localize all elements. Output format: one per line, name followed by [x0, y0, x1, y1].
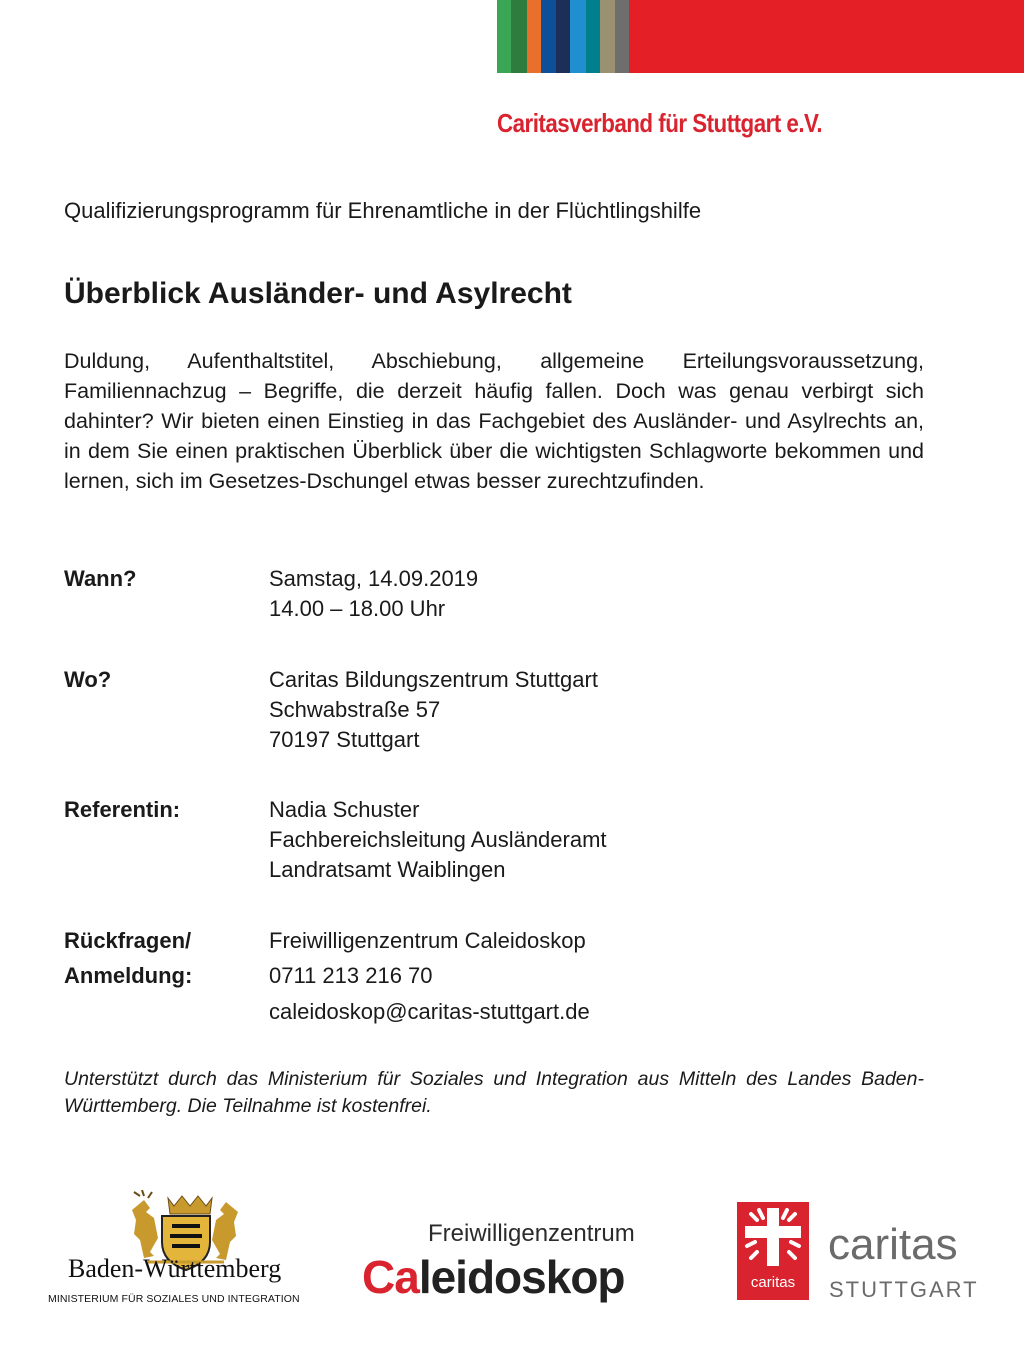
stripe	[586, 0, 600, 73]
caritas-wordmark: caritas	[828, 1220, 958, 1269]
stripe	[527, 0, 541, 73]
where-label: Wo?	[64, 667, 112, 692]
stripe	[541, 0, 556, 73]
where-city: 70197 Stuttgart	[269, 727, 420, 752]
header-color-stripes	[497, 0, 1024, 73]
contact-email[interactable]: caleidoskop@caritas-stuttgart.de	[269, 999, 590, 1024]
stripe	[629, 0, 1024, 73]
description: Duldung, Aufenthaltstitel, Abschiebung, allgemeine Erteilungsvoraussetzung, Familiennachzug – Begriffe, die derzeit häufig fallen. Doch was genau verbirgt sich dahinter? Wir bieten einen Einstieg in das Fachgebiet des Ausländer- und Asylrechts an, in dem Sie einen praktischen Überblick über die wichtigsten Schlagworte bekommen und lernen, sich im Gesetzes-Dschungel etwas besser zurechtzufinden.	[64, 349, 924, 493]
stripe	[570, 0, 586, 73]
stripe	[600, 0, 615, 73]
flame-cross-icon	[737, 1202, 809, 1272]
speaker-label: Referentin:	[64, 797, 181, 822]
program-subtitle: Qualifizierungsprogramm für Ehrenamtliche in der Flüchtlingshilfe	[64, 198, 702, 223]
speaker-org: Landratsamt Waiblingen	[269, 857, 506, 882]
speaker-role: Fachbereichsleitung Ausländeramt	[269, 827, 607, 852]
caritas-city: STUTTGART	[829, 1277, 979, 1302]
where-venue: Caritas Bildungszentrum Stuttgart	[269, 667, 598, 692]
stripe	[615, 0, 629, 73]
when-time: 14.00 – 18.00 Uhr	[269, 596, 446, 621]
page-title: Überblick Ausländer- und Asylrecht	[64, 277, 572, 310]
org-name: Caritasverband für Stuttgart e.V.	[497, 108, 823, 138]
speaker-name: Nadia Schuster	[269, 797, 420, 822]
contact-label-registration: Anmeldung:	[64, 963, 193, 988]
caritas-box-label: caritas	[750, 1274, 796, 1291]
when-label: Wann?	[64, 566, 137, 591]
support-note: Unterstützt durch das Ministerium für Soziales und Integration aus Mitteln des Landes Baden-Württemberg. Die Teilnahme ist kostenfrei.	[64, 1068, 924, 1117]
contact-label-questions: Rückfragen/	[64, 928, 192, 953]
stripe	[511, 0, 527, 73]
contact-phone[interactable]: 0711 213 216 70	[269, 963, 433, 988]
contact-org: Freiwilligenzentrum Caleidoskop	[269, 928, 586, 953]
fz-top-label: Freiwilligenzentrum	[428, 1220, 635, 1247]
where-street: Schwabstraße 57	[269, 697, 441, 722]
stripe	[556, 0, 570, 73]
bw-ministry: MINISTERIUM FÜR SOZIALES UND INTEGRATION	[48, 1293, 300, 1305]
fz-logo-text	[362, 1250, 625, 1304]
when-date: Samstag, 14.09.2019	[269, 566, 479, 591]
coat-of-arms-icon	[48, 1190, 338, 1310]
bw-name: Baden-Württemberg	[68, 1254, 282, 1283]
fz-logo-red-part: Ca	[362, 1251, 419, 1303]
fz-logo-rest: leidoskop	[418, 1251, 625, 1303]
stripe	[497, 0, 511, 73]
